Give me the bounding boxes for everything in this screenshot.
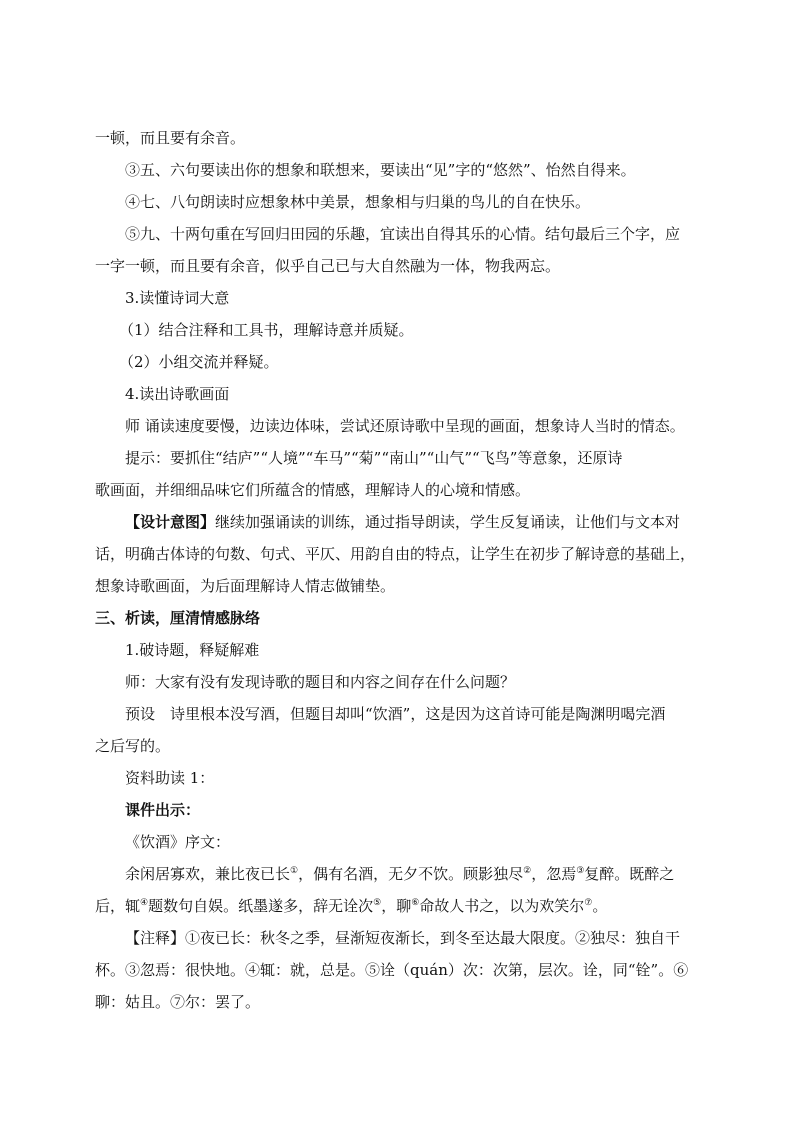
section-heading: 三、析读，厘清情感脉络: [95, 609, 261, 627]
paragraph-line: 资料助读 1：: [125, 769, 215, 787]
preface-line: [95, 890, 695, 922]
paragraph-line: ③五、六句要读出你的想象和联想来，要读出“见”字的“悠然”、怡然自得来。: [125, 161, 636, 179]
paragraph-line: 师 诵读速度要慢，边读边体味，尝试还原诗歌中呈现的画面，想象诗人当时的情态。: [125, 417, 685, 435]
paragraph-line: 师：大家有没有发现诗歌的题目和内容之间存在什么问题？: [125, 673, 516, 691]
preface-title: 《饮酒》序文：: [125, 833, 231, 851]
paragraph-line: 提示：要抓住“结庐”“人境”“车马”“菊”“南山”“山气”“飞鸟”等意象，还原诗: [125, 449, 623, 467]
section-subheading: 1.破诗题，释疑解难: [125, 641, 260, 659]
footnote-marker: ⑦: [584, 898, 593, 908]
text-span: ，聊: [381, 897, 412, 915]
text-span: 余闲居寡欢，兼比夜已长: [125, 865, 291, 883]
preface-line: [95, 858, 695, 890]
section-subheading: 3.读懂诗词大意: [125, 289, 230, 307]
notes-line: 聊：姑且。⑦尔：罢了。: [95, 993, 261, 1011]
text-span: 命故人书之，以为欢笑尔: [419, 897, 585, 915]
list-item: （1）结合注释和工具书，理解诗意并质疑。: [119, 321, 414, 339]
paragraph-line: 一顿，而且要有余音。: [95, 129, 246, 147]
paragraph-line: 话，明确古体诗的句数、句式、平仄、用韵自由的特点，让学生在初步了解诗意的基础上，: [95, 545, 696, 563]
section-subheading: 4.读出诗歌画面: [125, 385, 230, 403]
notes-line: 杯。③忽焉：很快地。④辄：就，总是。⑤诠（quán）次：次第，层次。诠，同“铨”。⑥: [95, 961, 689, 979]
paragraph-line: ⑤九、十两句重在写回归田园的乐趣，宜读出自得其乐的心情。结句最后三个字，应: [125, 225, 681, 243]
paragraph-line: 歌画面，并细细品味它们所蕴含的情感，理解诗人的心境和情感。: [95, 481, 531, 499]
notes-line: 【注释】①夜已长：秋冬之季，昼渐短夜渐长，到冬至达最大限度。②独尽：独自干: [125, 929, 681, 947]
text-span: 复醉。既醉之: [584, 865, 675, 883]
text-span: ，偶有名酒，无夕不饮。顾影独尽: [298, 865, 524, 883]
text-span: 后，辄: [95, 897, 141, 915]
design-intent-label: 【设计意图】: [125, 513, 216, 531]
courseware-label: 课件出示：: [125, 801, 201, 819]
design-intent-text: 继续加强诵读的训练，通过指导朗读，学生反复诵读，让他们与文本对: [215, 513, 681, 531]
footnote-marker: ⑤: [373, 898, 382, 908]
document-body: [95, 122, 695, 1018]
paragraph-line: ④七、八句朗读时应想象林中美景，想象相与归巢的鸟儿的自在快乐。: [125, 193, 591, 211]
paragraph-line: 预设 诗里根本没写酒，但题目却叫“饮酒”，这是因为这首诗可能是陶渊明喝完酒: [125, 705, 666, 723]
paragraph-line: 之后写的。: [95, 737, 171, 755]
design-intent-line: [95, 506, 695, 538]
paragraph-line: 一字一顿，而且要有余音，似乎自己已与大自然融为一体，物我两忘。: [95, 257, 561, 275]
text-span: 。: [592, 897, 608, 915]
footnote-marker: ①: [290, 866, 299, 876]
paragraph-line: 想象诗歌画面，为后面理解诗人情志做铺垫。: [95, 577, 396, 595]
text-span: 题数句自娱。纸墨遂多，辞无诠次: [148, 897, 374, 915]
list-item: （2）小组交流并释疑。: [119, 353, 279, 371]
footnote-marker: ⑥: [411, 898, 420, 908]
footnote-marker: ②: [523, 866, 532, 876]
text-span: ，忽焉: [531, 865, 577, 883]
footnote-marker: ③: [576, 866, 585, 876]
footnote-marker: ④: [140, 898, 149, 908]
